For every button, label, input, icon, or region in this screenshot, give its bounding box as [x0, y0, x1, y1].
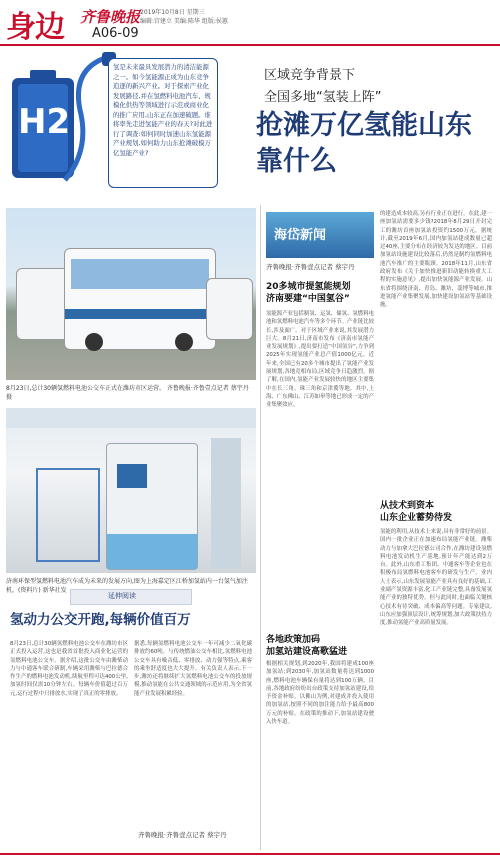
photo-caption: 济南环保型氢燃料电池汽车成为未来的发展方向,图为上海嘉定区江桥加氢站内一台氢气加注机。(资料片) 新华社发	[6, 578, 248, 594]
photo-caption: 8月23日,总计30辆氢燃料电池公交车正式在潍坊市区运营。 齐鲁晚报·齐鲁壹点记者 蔡宇丹 摄	[6, 385, 249, 401]
bus-photo	[6, 208, 256, 380]
footer-rule	[0, 853, 500, 855]
column-divider	[260, 205, 261, 850]
article-column: 据悉,每辆氢燃料电池公交车一年可减少二氧化碳排放约60吨。与传统燃油公交车相比,氢燃料电池公交车具有噪音低、零排放、动力强等特点,乘客的乘坐舒适度也大大提升。有关负责人表示,下一步,潍坊还将继续扩大氢燃料电池公交车的投放规模,推动氢能在公共交通领域的示范应用,为全省氢能产业发展积累经验。	[134, 641, 252, 697]
article-column: 氢能的利用,从技术上来说,具有非常好的前景。国内一批企业正在加速布局氢能产业链。潍柴动力与加拿大巴拉德公司合作,在潍坊建设氢燃料电池发动机生产基地,预计年产能达到2万台。此外,山东重工集团、中通客车等企业也在积极布局氢燃料电池客车的研发与生产。业内人士表示,山东发展氢能产业具有良好的基础,工业副产氢资源丰富,化工产业链完整,具备发展氢能产业的独特优势。但与此同时,也面临关键核心技术有待突破、成本偏高等问题。专家建议,山东应加强顶层设计,统筹规划,加大政策扶持力度,推动氢能产业高质量发展。	[380, 529, 492, 627]
subheading: 20多城市提氢能规划 济南要建“中国氢谷”	[266, 282, 351, 304]
subheading: 从技术到资本 山东企业蓄势待发	[380, 501, 453, 523]
dispenser-image	[106, 443, 198, 570]
tag-label: 延伸阅读	[108, 592, 136, 600]
bus-image	[64, 248, 216, 350]
article-column: 8月23日,总计30辆氢燃料电池公交车在潍坊市区正式投入运营,这也是我省首批投入商业化运营的氢燃料电池公交车。据介绍,这批公交车由潍柴动力与中通客车联合研制,车辆采用潍柴与巴拉德合作生产的燃料电池发动机,续航里程可达400公里,加氢时间仅需10分钟左右。每辆车价值超过百万元,运行过程中只排放水,实现了真正的零排放。	[10, 641, 128, 697]
newspaper-logo: 齐鲁晚报	[80, 8, 141, 26]
hydrogen-station-photo	[6, 408, 256, 573]
section-title: 身边	[6, 10, 64, 45]
h2-label: H2	[18, 102, 71, 142]
kicker-line-2: 全国多地“氢装上阵”	[264, 90, 382, 105]
page-header	[0, 0, 500, 46]
subheading: 各地政策加码 加氢站建设高歌猛进	[266, 635, 348, 657]
main-headline: 抢滩万亿氢能山东靠什么	[256, 110, 472, 177]
byline: 齐鲁晚报·齐鲁壹点记者 蔡宇丹	[138, 831, 227, 839]
byline: 齐鲁晚报·齐鲁壹点记者 蔡宇丹	[266, 263, 355, 271]
intro-box: 氢是未来最具发展潜力的清洁能源之一。如今氢能源正成为山东竞争追逐的新兴产业。对于探索产业化发展路径,并在氢燃料电池汽车、规模化供热等领域进行示范或商业化的推广应用,山东正在加速破题。谁将率先走进氢能产业的春天?对此进行了调查:如何同时加速山东氢能源产业规划,如何助力山东抢滩破模万亿氢能产业?	[108, 58, 218, 188]
article-column: 氢能源产业包括制氢、运氢、储氢、氢燃料电池和氢燃料电池汽车等多个环节。产业链比较长,涉及面广。对于区域产业来说,其发展潜力巨大。8月21日,济南市发布《济南市氢能产业发展规划》,提出要打造“中国氢谷”,力争到2025年实现氢能产业总产值1000亿元。近年来,全国已有20多个城市提出了氢能产业发展规划,各地竞相布局,区域竞争日趋激烈。据了解,在国内,氢能产业发展较快的地区主要集中在长三角、珠三角和京津冀等地。其中,上海、广东佛山、江苏如皋等地已形成一定的产业集聚效应。	[266, 311, 374, 409]
bus-image	[206, 278, 253, 340]
kicker-line-1: 区域竞争背景下	[264, 68, 356, 83]
news-logo-label: 海岱新闻	[274, 228, 327, 243]
article-title: 氢动力公交开跑,每辆价值百万	[10, 612, 191, 628]
issue-date: 2019年10月8日 星期三	[140, 9, 205, 16]
article-column: 的建造成本较高,另有行业正在进行。在此,建一座加氢站需要多少钱?2018年8月29日开封完工的潍坊首座加氢站投资约1500万元。据统计,截至2019年6月,国内加氢站建成数量已超过40座,主要分布在经济较为发达的地区。目前加氢站设施建设比较落后,仍然是制约氢燃料电池汽车推广的主要瓶颈。2018年11月,山东省政府发布《关于加快推进新旧动能转换重大工程的实施意见》,提出加快氢能源产业发展。山东省将围绕济南、青岛、潍坊、淄博等城市,推进氢能产业集聚发展,加快建设加氢站等基础设施。	[380, 211, 492, 309]
article-column: 根据相关规划,到2020年,我国将建成100座加氢站;到2030年,加氢站数量将达到1000座,燃料电池车辆保有量将达到100万辆。目前,各地政府纷纷出台政策支持加氢站建设,给予资金补贴。以佛山为例,对建成并投入使用的加氢站,按照不同的加注能力给予最高800万元的补贴。在政策的推动下,加氢站建设驶入快车道。	[266, 661, 374, 726]
page-number: A06-09	[92, 26, 139, 41]
editor-credits: 编辑:宫建立 美编:陈华 组版:侯蕙	[140, 18, 228, 25]
